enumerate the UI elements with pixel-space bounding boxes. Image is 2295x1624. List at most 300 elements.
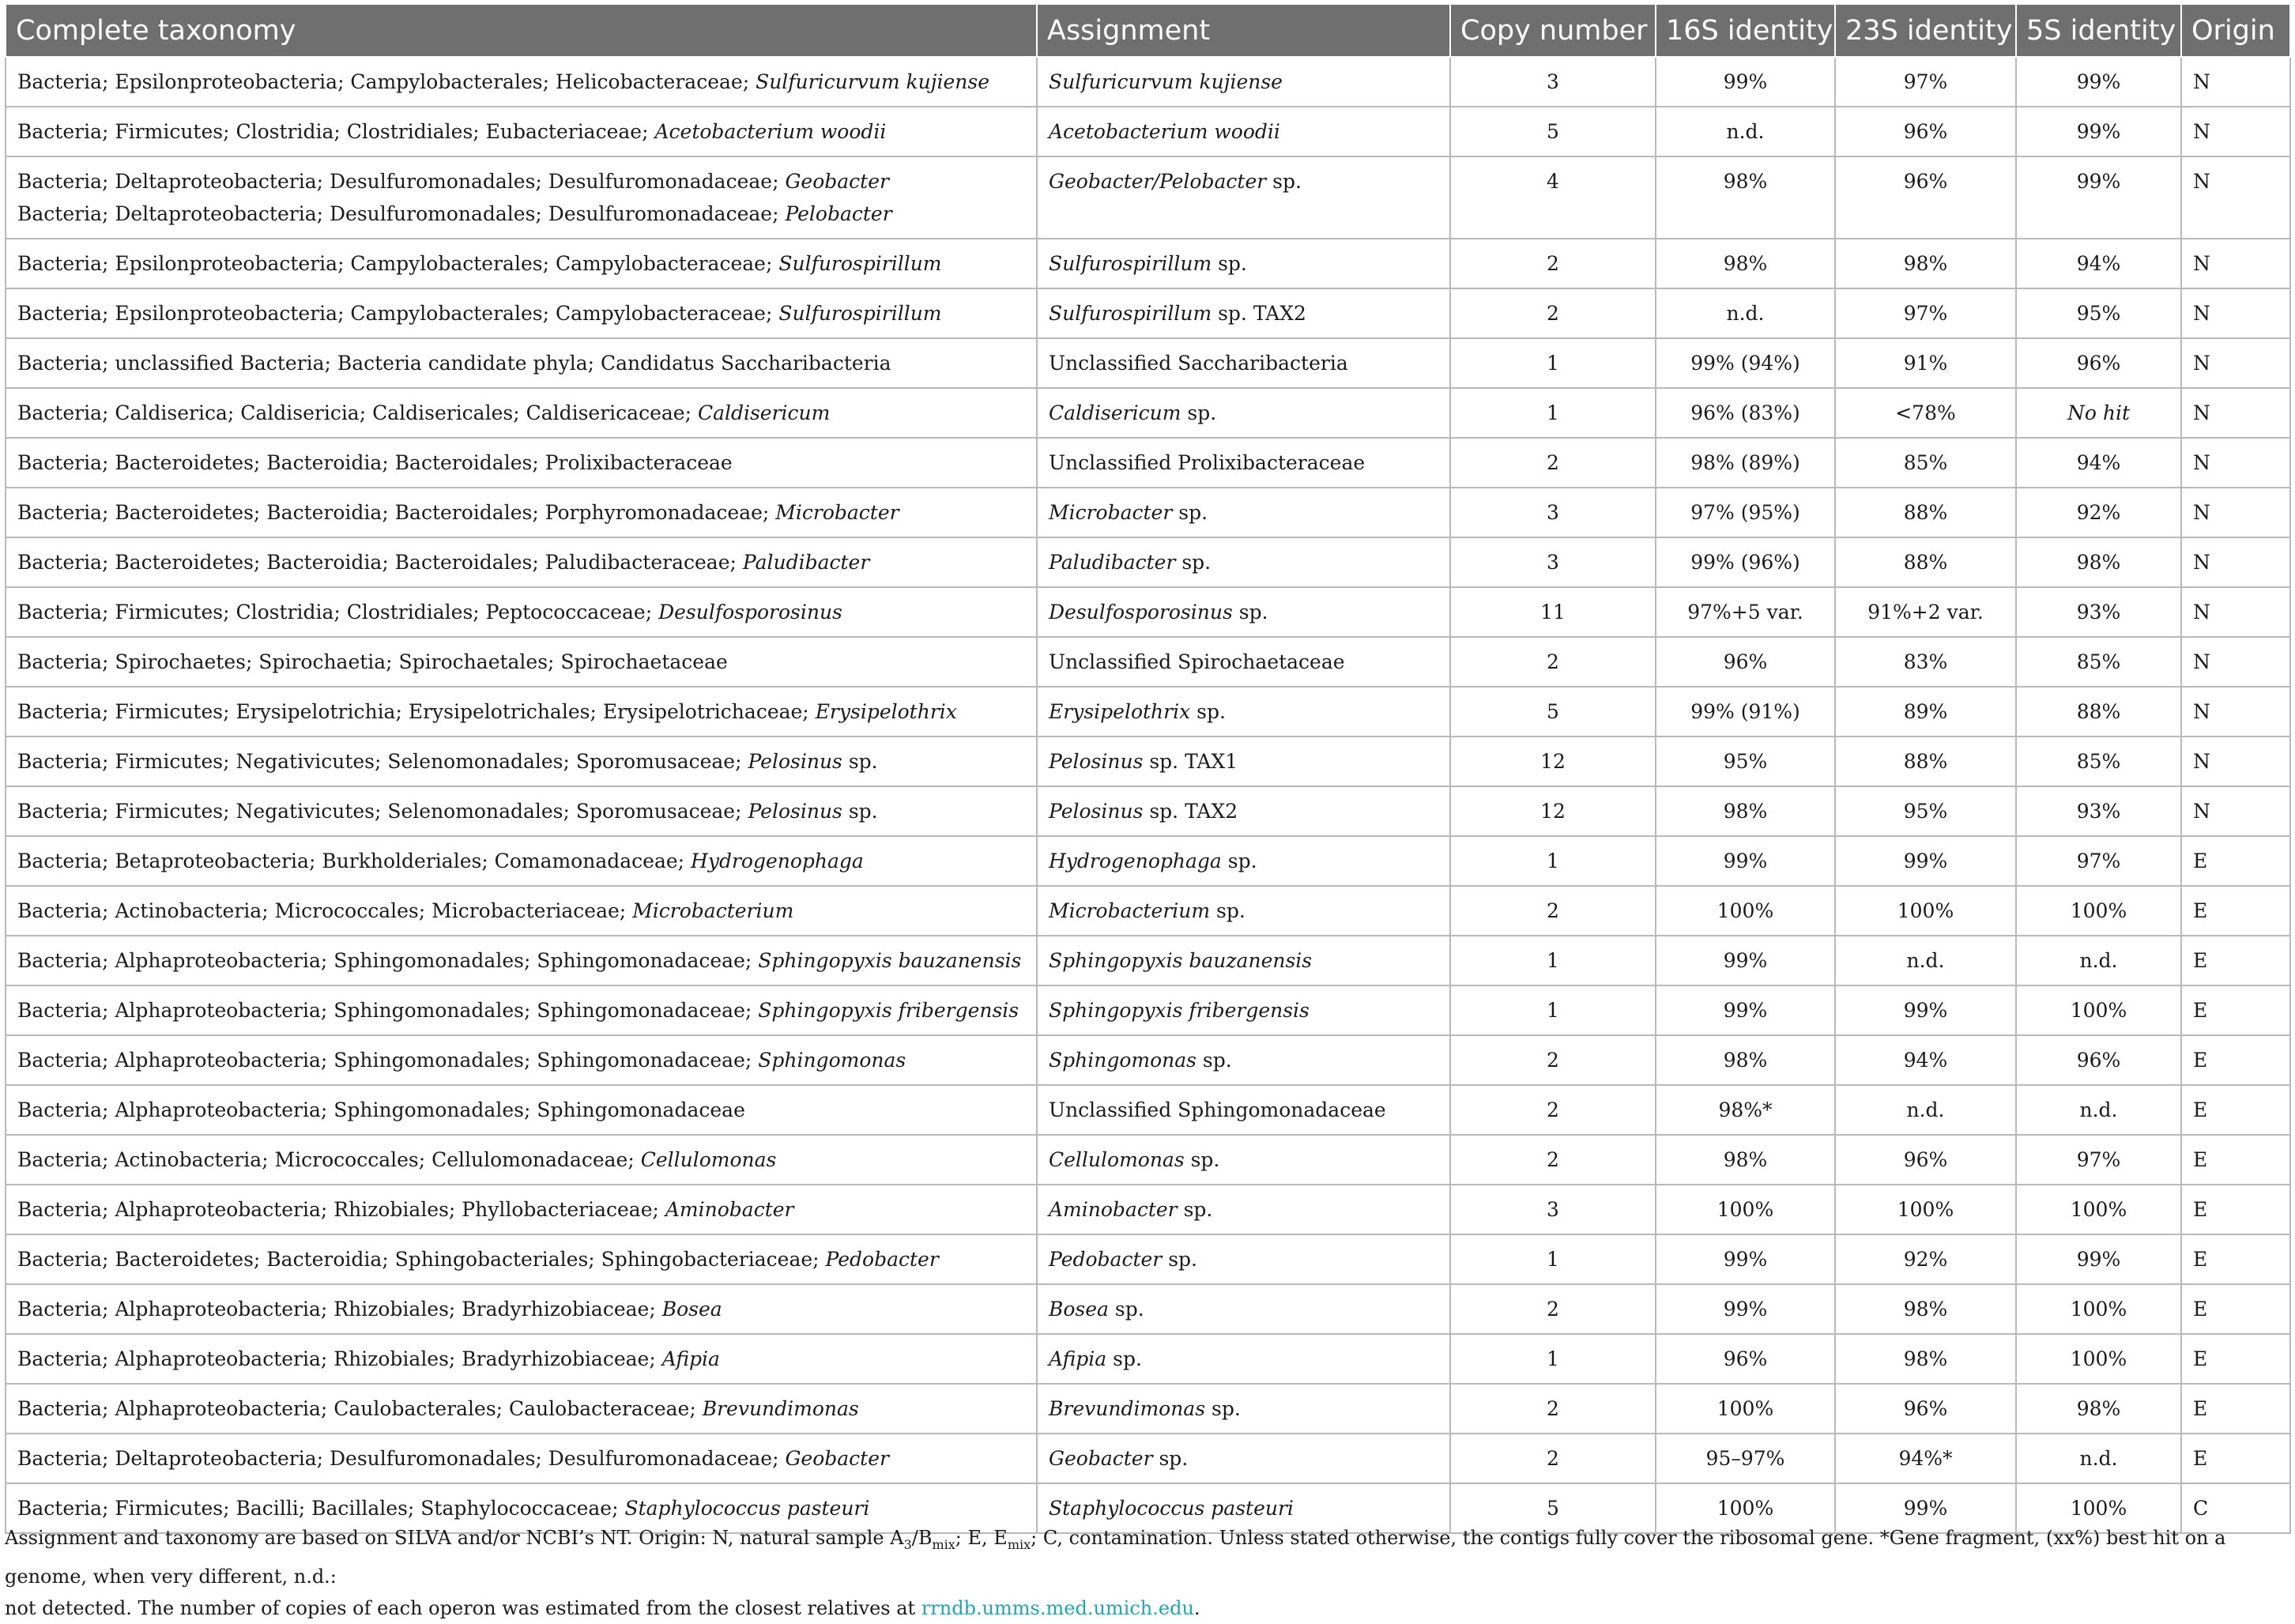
s23-identity-cell: 88% bbox=[1835, 488, 2016, 537]
taxonomy-cell bbox=[6, 985, 1037, 1035]
col-header-copy-number: Copy number bbox=[1450, 4, 1656, 57]
copy-number-cell: 1 bbox=[1450, 985, 1656, 1035]
assignment-text: sp. bbox=[1181, 401, 1217, 424]
s23-identity-cell: 99% bbox=[1835, 836, 2016, 886]
origin-cell: E bbox=[2181, 836, 2290, 886]
origin-cell: N bbox=[2181, 687, 2290, 737]
s23-identity-cell: 96% bbox=[1835, 1135, 2016, 1185]
taxonomy-line bbox=[17, 347, 1025, 379]
s23-identity-cell: 96% bbox=[1835, 107, 2016, 156]
taxonomy-text: Bacteria; Epsilonproteobacteria; Campylobacterales; Helicobacteraceae; bbox=[17, 70, 756, 93]
s5-identity-cell: 98% bbox=[2016, 537, 2181, 587]
copy-number-cell: 5 bbox=[1450, 107, 1656, 156]
assignment-text: Unclassified Saccharibacteria bbox=[1049, 352, 1348, 375]
origin-cell: E bbox=[2181, 1035, 2290, 1085]
table-row bbox=[6, 156, 2290, 239]
copy-number-cell: 3 bbox=[1450, 57, 1656, 107]
table-container bbox=[5, 3, 2289, 1534]
footnote-text: ; E, E bbox=[955, 1527, 1008, 1549]
taxonomy-line bbox=[17, 994, 1025, 1027]
copy-number-cell: 2 bbox=[1450, 1284, 1656, 1334]
assignment-taxon: Erysipelothrix bbox=[1049, 700, 1191, 723]
footnote-text: ; C, contamination. Unless stated otherwise, the contigs fully cover the ribosomal gene. *Gene fragment, (xx%) best hit on a genome, when very different, n.d.: bbox=[5, 1527, 2226, 1588]
table-row bbox=[6, 57, 2290, 107]
taxonomy-text: Bacteria; Firmicutes; Negativicutes; Selenomonadales; Sporomusaceae; bbox=[17, 800, 748, 823]
taxonomy-cell bbox=[6, 1334, 1037, 1384]
taxonomy-genus: Afipia bbox=[661, 1347, 720, 1370]
table-row bbox=[6, 1384, 2290, 1434]
taxonomy-text: Bacteria; Firmicutes; Clostridia; Clostridiales; Peptococcaceae; bbox=[17, 601, 659, 624]
assignment-text: sp. bbox=[1266, 170, 1302, 193]
s16-identity-cell: 95% bbox=[1656, 737, 1835, 786]
assignment-cell bbox=[1037, 687, 1450, 737]
s16-identity-cell: 99% (91%) bbox=[1656, 687, 1835, 737]
taxonomy-cell bbox=[6, 836, 1037, 886]
taxonomy-text: Bacteria; Alphaproteobacteria; Sphingomonadales; Sphingomonadaceae; bbox=[17, 1049, 759, 1072]
assignment-cell bbox=[1037, 388, 1450, 438]
taxonomy-cell bbox=[6, 239, 1037, 288]
taxonomy-text: Bacteria; Deltaproteobacteria; Desulfuromonadales; Desulfuromonadaceae; bbox=[17, 1447, 786, 1470]
assignment-text: sp. bbox=[1190, 700, 1226, 723]
copy-number-cell: 12 bbox=[1450, 786, 1656, 836]
origin-cell: N bbox=[2181, 239, 2290, 288]
table-row bbox=[6, 1035, 2290, 1085]
origin-cell: N bbox=[2181, 637, 2290, 687]
table-row bbox=[6, 438, 2290, 488]
taxonomy-cell bbox=[6, 786, 1037, 836]
taxonomy-line bbox=[17, 66, 1025, 98]
s5-identity-cell: 99% bbox=[2016, 57, 2181, 107]
origin-cell: N bbox=[2181, 737, 2290, 786]
taxonomy-genus: Cellulomonas bbox=[640, 1148, 777, 1171]
s16-identity-cell: 100% bbox=[1656, 1384, 1835, 1434]
copy-number-cell: 11 bbox=[1450, 587, 1656, 637]
assignment-taxon: Brevundimonas bbox=[1049, 1397, 1206, 1420]
s23-identity-cell: 96% bbox=[1835, 1384, 2016, 1434]
taxonomy-genus: Sphingopyxis fribergensis bbox=[758, 999, 1019, 1022]
s5-identity-cell: 99% bbox=[2016, 107, 2181, 156]
assignment-cell bbox=[1037, 836, 1450, 886]
s5-identity-cell: n.d. bbox=[2016, 1434, 2181, 1483]
s5-identity-cell: 94% bbox=[2016, 239, 2181, 288]
copy-number-cell: 2 bbox=[1450, 288, 1656, 338]
assignment-taxon: Sulfurospirillum bbox=[1049, 302, 1212, 325]
s23-identity-cell: 88% bbox=[1835, 737, 2016, 786]
taxonomy-cell bbox=[6, 1434, 1037, 1483]
s23-identity-cell: 92% bbox=[1835, 1234, 2016, 1284]
table-row bbox=[6, 388, 2290, 438]
s16-identity-cell: 95–97% bbox=[1656, 1434, 1835, 1483]
taxonomy-text: Bacteria; Bacteroidetes; Bacteroidia; Sphingobacteriales; Sphingobacteriaceae; bbox=[17, 1248, 826, 1271]
s23-identity-cell: 85% bbox=[1835, 438, 2016, 488]
origin-cell: N bbox=[2181, 288, 2290, 338]
s5-identity-cell: 85% bbox=[2016, 737, 2181, 786]
origin-cell: N bbox=[2181, 587, 2290, 637]
s5-identity-cell: 97% bbox=[2016, 1135, 2181, 1185]
assignment-cell bbox=[1037, 1334, 1450, 1384]
s23-identity-cell: 88% bbox=[1835, 537, 2016, 587]
taxonomy-line bbox=[17, 1144, 1025, 1176]
taxonomy-text: Bacteria; unclassified Bacteria; Bacteria candidate phyla; Candidatus Saccharibacteria bbox=[17, 352, 891, 375]
s23-identity-cell: <78% bbox=[1835, 388, 2016, 438]
taxonomy-text: Bacteria; Firmicutes; Clostridia; Clostridiales; Eubacteriaceae; bbox=[17, 120, 655, 143]
taxonomy-line bbox=[17, 1044, 1025, 1076]
copy-number-cell: 1 bbox=[1450, 936, 1656, 985]
taxonomy-text: Bacteria; Betaproteobacteria; Burkholderiales; Comamonadaceae; bbox=[17, 850, 692, 872]
assignment-taxon: Afipia bbox=[1049, 1347, 1107, 1370]
taxonomy-cell bbox=[6, 637, 1037, 687]
origin-cell: N bbox=[2181, 156, 2290, 239]
s16-identity-cell: 99% bbox=[1656, 57, 1835, 107]
s5-identity-cell: 93% bbox=[2016, 786, 2181, 836]
s16-identity-cell: 100% bbox=[1656, 1185, 1835, 1234]
taxonomy-genus: Pelosinus bbox=[748, 750, 842, 773]
taxonomy-line bbox=[17, 447, 1025, 479]
table-row bbox=[6, 1434, 2290, 1483]
origin-cell: E bbox=[2181, 1234, 2290, 1284]
taxonomy-cell bbox=[6, 1234, 1037, 1284]
assignment-text: sp. bbox=[1184, 1148, 1220, 1171]
assignment-taxon: Sulfuricurvum kujiense bbox=[1049, 70, 1283, 93]
table-row bbox=[6, 737, 2290, 786]
assignment-taxon: Sulfurospirillum bbox=[1049, 252, 1212, 275]
s5-identity-cell: n.d. bbox=[2016, 936, 2181, 985]
assignment-taxon: Hydrogenophaga bbox=[1049, 850, 1222, 872]
s16-identity-cell: 100% bbox=[1656, 886, 1835, 936]
taxonomy-line bbox=[17, 1094, 1025, 1126]
taxonomy-line bbox=[17, 1293, 1025, 1325]
taxonomy-cell bbox=[6, 338, 1037, 388]
assignment-text: sp. bbox=[1196, 1049, 1232, 1072]
assignment-text: sp. bbox=[1152, 1447, 1189, 1470]
assignment-cell bbox=[1037, 737, 1450, 786]
taxonomy-text: Bacteria; Deltaproteobacteria; Desulfuromonadales; Desulfuromonadaceae; bbox=[17, 170, 786, 193]
assignment-taxon: Desulfosporosinus bbox=[1049, 601, 1233, 624]
copy-number-cell: 2 bbox=[1450, 1085, 1656, 1135]
origin-cell: N bbox=[2181, 388, 2290, 438]
assignment-cell bbox=[1037, 1384, 1450, 1434]
assignment-text: sp. bbox=[1205, 1397, 1241, 1420]
s23-identity-cell: 95% bbox=[1835, 786, 2016, 836]
assignment-taxon: Microbacter bbox=[1049, 501, 1173, 524]
assignment-cell bbox=[1037, 1185, 1450, 1234]
copy-number-cell: 5 bbox=[1450, 687, 1656, 737]
table-row bbox=[6, 836, 2290, 886]
taxonomy-line bbox=[17, 165, 1025, 198]
taxonomy-text: Bacteria; Alphaproteobacteria; Rhizobiales; Bradyrhizobiaceae; bbox=[17, 1347, 662, 1370]
s5-identity-cell: n.d. bbox=[2016, 1085, 2181, 1135]
s5-identity-cell: 85% bbox=[2016, 637, 2181, 687]
s16-identity-cell: 96% bbox=[1656, 1334, 1835, 1384]
taxonomy-genus: Microbacter bbox=[775, 501, 899, 524]
taxonomy-genus: Staphylococcus pasteuri bbox=[624, 1497, 870, 1520]
taxonomy-line bbox=[17, 596, 1025, 628]
taxonomy-text: Bacteria; Actinobacteria; Micrococcales; Microbacteriaceae; bbox=[17, 899, 633, 922]
origin-cell: E bbox=[2181, 1434, 2290, 1483]
s16-identity-cell: 98% bbox=[1656, 156, 1835, 239]
copy-number-cell: 1 bbox=[1450, 1334, 1656, 1384]
assignment-taxon: Geobacter/Pelobacter bbox=[1049, 170, 1267, 193]
s23-identity-cell: n.d. bbox=[1835, 936, 2016, 985]
origin-cell: N bbox=[2181, 438, 2290, 488]
taxonomy-line bbox=[17, 1193, 1025, 1226]
taxonomy-line bbox=[17, 1392, 1025, 1425]
taxonomy-line bbox=[17, 115, 1025, 148]
taxonomy-cell bbox=[6, 1185, 1037, 1234]
assignment-taxon: Aminobacter bbox=[1049, 1198, 1178, 1221]
copy-number-cell: 3 bbox=[1450, 537, 1656, 587]
taxonomy-text: Bacteria; Alphaproteobacteria; Sphingomonadales; Sphingomonadaceae bbox=[17, 1098, 745, 1121]
taxonomy-genus: Geobacter bbox=[785, 170, 889, 193]
assignment-taxon: Caldisericum bbox=[1049, 401, 1181, 424]
origin-cell: N bbox=[2181, 338, 2290, 388]
s5-identity-cell: 99% bbox=[2016, 156, 2181, 239]
taxonomy-text: Bacteria; Firmicutes; Bacilli; Bacillales; Staphylococcaceae; bbox=[17, 1497, 625, 1520]
taxonomy-text: Bacteria; Bacteroidetes; Bacteroidia; Bacteroidales; Paludibacteraceae; bbox=[17, 551, 743, 574]
taxonomy-genus: Sphingopyxis bauzanensis bbox=[758, 949, 1022, 972]
s23-identity-cell: n.d. bbox=[1835, 1085, 2016, 1135]
assignment-taxon: Cellulomonas bbox=[1049, 1148, 1185, 1171]
copy-number-cell: 1 bbox=[1450, 388, 1656, 438]
s16-identity-cell: 99% (94%) bbox=[1656, 338, 1835, 388]
table-row bbox=[6, 488, 2290, 537]
s23-identity-cell: 94%* bbox=[1835, 1434, 2016, 1483]
assignment-text: sp. bbox=[1162, 1248, 1197, 1271]
table-row bbox=[6, 1334, 2290, 1384]
taxonomy-text: Bacteria; Epsilonproteobacteria; Campylobacterales; Campylobacteraceae; bbox=[17, 302, 779, 325]
table-row bbox=[6, 1185, 2290, 1234]
copy-number-cell: 5 bbox=[1450, 1483, 1656, 1533]
origin-cell: N bbox=[2181, 786, 2290, 836]
s16-identity-cell: 98% bbox=[1656, 239, 1835, 288]
taxonomy-line bbox=[17, 944, 1025, 977]
assignment-text: sp. TAX2 bbox=[1143, 800, 1238, 823]
s23-identity-cell: 98% bbox=[1835, 1334, 2016, 1384]
taxonomy-cell bbox=[6, 1284, 1037, 1334]
copy-number-cell: 2 bbox=[1450, 438, 1656, 488]
taxonomy-genus: Sulfurospirillum bbox=[778, 252, 942, 275]
s23-identity-cell: 94% bbox=[1835, 1035, 2016, 1085]
assignment-text: sp. bbox=[1108, 1298, 1144, 1321]
copy-number-cell: 1 bbox=[1450, 836, 1656, 886]
s5-identity-cell: 100% bbox=[2016, 1284, 2181, 1334]
taxonomy-cell bbox=[6, 438, 1037, 488]
table-row bbox=[6, 1284, 2290, 1334]
taxonomy-genus: Caldisericum bbox=[697, 401, 831, 424]
taxonomy-text: Bacteria; Bacteroidetes; Bacteroidia; Bacteroidales; Porphyromonadaceae; bbox=[17, 501, 776, 524]
taxonomy-cell bbox=[6, 1035, 1037, 1085]
table-row bbox=[6, 239, 2290, 288]
taxonomy-line bbox=[17, 397, 1025, 429]
origin-cell: E bbox=[2181, 1185, 2290, 1234]
taxonomy-genus: Sphingomonas bbox=[758, 1049, 906, 1072]
table-row bbox=[6, 288, 2290, 338]
taxonomy-cell bbox=[6, 156, 1037, 239]
s23-identity-cell: 91% bbox=[1835, 338, 2016, 388]
assignment-text: sp. bbox=[1221, 850, 1257, 872]
taxonomy-text: Bacteria; Actinobacteria; Micrococcales; Cellulomonadaceae; bbox=[17, 1148, 641, 1171]
assignment-taxon: Pelosinus bbox=[1049, 750, 1144, 773]
taxonomy-genus: Sulfuricurvum kujiense bbox=[756, 70, 990, 93]
assignment-cell bbox=[1037, 985, 1450, 1035]
taxonomy-cell bbox=[6, 687, 1037, 737]
taxonomy-line bbox=[17, 198, 1025, 230]
assignment-cell bbox=[1037, 338, 1450, 388]
taxonomy-genus: Pelobacter bbox=[785, 202, 892, 225]
taxonomy-suffix: sp. bbox=[842, 750, 878, 773]
s16-identity-cell: 97% (95%) bbox=[1656, 488, 1835, 537]
taxonomy-cell bbox=[6, 388, 1037, 438]
copy-number-cell: 2 bbox=[1450, 886, 1656, 936]
table-row bbox=[6, 537, 2290, 587]
assignment-text: sp. bbox=[1172, 501, 1208, 524]
copy-number-cell: 2 bbox=[1450, 637, 1656, 687]
taxonomy-line bbox=[17, 646, 1025, 678]
rrndb-link[interactable]: rrndb.umms.med.umich.edu bbox=[921, 1596, 1194, 1619]
taxonomy-genus: Desulfosporosinus bbox=[658, 601, 842, 624]
table-row bbox=[6, 1085, 2290, 1135]
table-row bbox=[6, 985, 2290, 1035]
taxonomy-cell bbox=[6, 737, 1037, 786]
s16-identity-cell: 98% (89%) bbox=[1656, 438, 1835, 488]
assignment-text: sp. bbox=[1232, 601, 1268, 624]
s23-identity-cell: 89% bbox=[1835, 687, 2016, 737]
origin-cell: N bbox=[2181, 537, 2290, 587]
col-header-taxonomy: Complete taxonomy bbox=[6, 4, 1037, 57]
s16-identity-cell: 99% bbox=[1656, 985, 1835, 1035]
table-row bbox=[6, 1135, 2290, 1185]
taxonomy-cell bbox=[6, 886, 1037, 936]
taxonomy-text: Bacteria; Alphaproteobacteria; Rhizobiales; Bradyrhizobiaceae; bbox=[17, 1298, 662, 1321]
s16-identity-cell: 98%* bbox=[1656, 1085, 1835, 1135]
taxonomy-text: Bacteria; Alphaproteobacteria; Sphingomonadales; Sphingomonadaceae; bbox=[17, 999, 759, 1022]
assignment-taxon: Bosea bbox=[1049, 1298, 1109, 1321]
copy-number-cell: 4 bbox=[1450, 156, 1656, 239]
assignment-text: sp. TAX2 bbox=[1212, 302, 1306, 325]
assignment-cell bbox=[1037, 1284, 1450, 1334]
s23-identity-cell: 99% bbox=[1835, 1483, 2016, 1533]
assignment-cell bbox=[1037, 239, 1450, 288]
origin-cell: E bbox=[2181, 886, 2290, 936]
taxonomy-table bbox=[5, 3, 2291, 1534]
taxonomy-text: Bacteria; Bacteroidetes; Bacteroidia; Bacteroidales; Prolixibacteraceae bbox=[17, 451, 733, 474]
table-row bbox=[6, 587, 2290, 637]
s16-identity-cell: 98% bbox=[1656, 1035, 1835, 1085]
copy-number-cell: 12 bbox=[1450, 737, 1656, 786]
table-body bbox=[6, 57, 2290, 1533]
assignment-cell bbox=[1037, 637, 1450, 687]
taxonomy-text: Bacteria; Alphaproteobacteria; Rhizobiales; Phyllobacteriaceae; bbox=[17, 1198, 665, 1221]
taxonomy-cell bbox=[6, 1135, 1037, 1185]
copy-number-cell: 2 bbox=[1450, 1035, 1656, 1085]
origin-cell: E bbox=[2181, 1384, 2290, 1434]
assignment-cell bbox=[1037, 438, 1450, 488]
s23-identity-cell: 96% bbox=[1835, 156, 2016, 239]
taxonomy-line bbox=[17, 1243, 1025, 1275]
footnote-sub: 3 bbox=[903, 1536, 912, 1552]
table-footnote bbox=[5, 1522, 2289, 1624]
assignment-taxon: Staphylococcus pasteuri bbox=[1049, 1497, 1294, 1520]
assignment-taxon: Acetobacterium woodii bbox=[1049, 120, 1280, 143]
assignment-cell bbox=[1037, 537, 1450, 587]
s23-identity-cell: 98% bbox=[1835, 1284, 2016, 1334]
taxonomy-genus: Microbacterium bbox=[632, 899, 794, 922]
assignment-taxon: Paludibacter bbox=[1049, 551, 1176, 574]
s23-identity-cell: 98% bbox=[1835, 239, 2016, 288]
assignment-taxon: Sphingopyxis fribergensis bbox=[1049, 999, 1310, 1022]
taxonomy-text: Bacteria; Firmicutes; Erysipelotrichia; Erysipelotrichales; Erysipelotrichaceae; bbox=[17, 700, 816, 723]
table-row bbox=[6, 786, 2290, 836]
col-header-23s: 23S identity bbox=[1835, 4, 2016, 57]
taxonomy-genus: Acetobacterium woodii bbox=[654, 120, 887, 143]
table-row bbox=[6, 637, 2290, 687]
s16-identity-cell: 98% bbox=[1656, 1135, 1835, 1185]
assignment-cell bbox=[1037, 886, 1450, 936]
assignment-text: sp. bbox=[1106, 1347, 1142, 1370]
s5-identity-cell: 100% bbox=[2016, 1185, 2181, 1234]
s16-identity-cell: 96% bbox=[1656, 637, 1835, 687]
assignment-cell bbox=[1037, 57, 1450, 107]
s23-identity-cell: 97% bbox=[1835, 288, 2016, 338]
assignment-cell bbox=[1037, 288, 1450, 338]
table-row bbox=[6, 107, 2290, 156]
s23-identity-cell: 99% bbox=[1835, 985, 2016, 1035]
taxonomy-text: Bacteria; Alphaproteobacteria; Sphingomonadales; Sphingomonadaceae; bbox=[17, 949, 759, 972]
s5-identity-cell: 92% bbox=[2016, 488, 2181, 537]
s16-identity-cell: 97%+5 var. bbox=[1656, 587, 1835, 637]
assignment-cell bbox=[1037, 786, 1450, 836]
s16-identity-cell: 99% (96%) bbox=[1656, 537, 1835, 587]
col-header-5s: 5S identity bbox=[2016, 4, 2181, 57]
taxonomy-text: Bacteria; Firmicutes; Negativicutes; Selenomonadales; Sporomusaceae; bbox=[17, 750, 748, 773]
footnote-sub: mix bbox=[1007, 1536, 1031, 1552]
s5-identity-cell: 100% bbox=[2016, 886, 2181, 936]
s5-identity-cell: 94% bbox=[2016, 438, 2181, 488]
assignment-text: sp. bbox=[1175, 551, 1212, 574]
s16-identity-cell: 99% bbox=[1656, 836, 1835, 886]
copy-number-cell: 2 bbox=[1450, 1434, 1656, 1483]
table-row bbox=[6, 936, 2290, 985]
col-header-assignment: Assignment bbox=[1037, 4, 1450, 57]
taxonomy-suffix: sp. bbox=[842, 800, 878, 823]
table-row bbox=[6, 886, 2290, 936]
s5-identity-cell: 100% bbox=[2016, 1483, 2181, 1533]
taxonomy-cell bbox=[6, 488, 1037, 537]
assignment-cell bbox=[1037, 107, 1450, 156]
assignment-text: Unclassified Prolixibacteraceae bbox=[1049, 451, 1366, 474]
origin-cell: N bbox=[2181, 488, 2290, 537]
s16-identity-cell: 99% bbox=[1656, 1284, 1835, 1334]
s16-identity-cell: 99% bbox=[1656, 1234, 1835, 1284]
origin-cell: N bbox=[2181, 57, 2290, 107]
copy-number-cell: 3 bbox=[1450, 1185, 1656, 1234]
assignment-cell bbox=[1037, 488, 1450, 537]
taxonomy-cell bbox=[6, 1384, 1037, 1434]
assignment-taxon: Sphingomonas bbox=[1049, 1049, 1196, 1072]
copy-number-cell: 2 bbox=[1450, 239, 1656, 288]
assignment-text: sp. TAX1 bbox=[1143, 750, 1238, 773]
table-row bbox=[6, 338, 2290, 388]
s5-identity-cell: 88% bbox=[2016, 687, 2181, 737]
taxonomy-text: Bacteria; Spirochaetes; Spirochaetia; Spirochaetales; Spirochaetaceae bbox=[17, 650, 728, 673]
assignment-text: sp. bbox=[1210, 899, 1245, 922]
taxonomy-genus: Sulfurospirillum bbox=[778, 302, 942, 325]
taxonomy-line bbox=[17, 695, 1025, 728]
taxonomy-genus: Brevundimonas bbox=[702, 1397, 859, 1420]
taxonomy-cell bbox=[6, 1085, 1037, 1135]
copy-number-cell: 3 bbox=[1450, 488, 1656, 537]
taxonomy-cell bbox=[6, 57, 1037, 107]
